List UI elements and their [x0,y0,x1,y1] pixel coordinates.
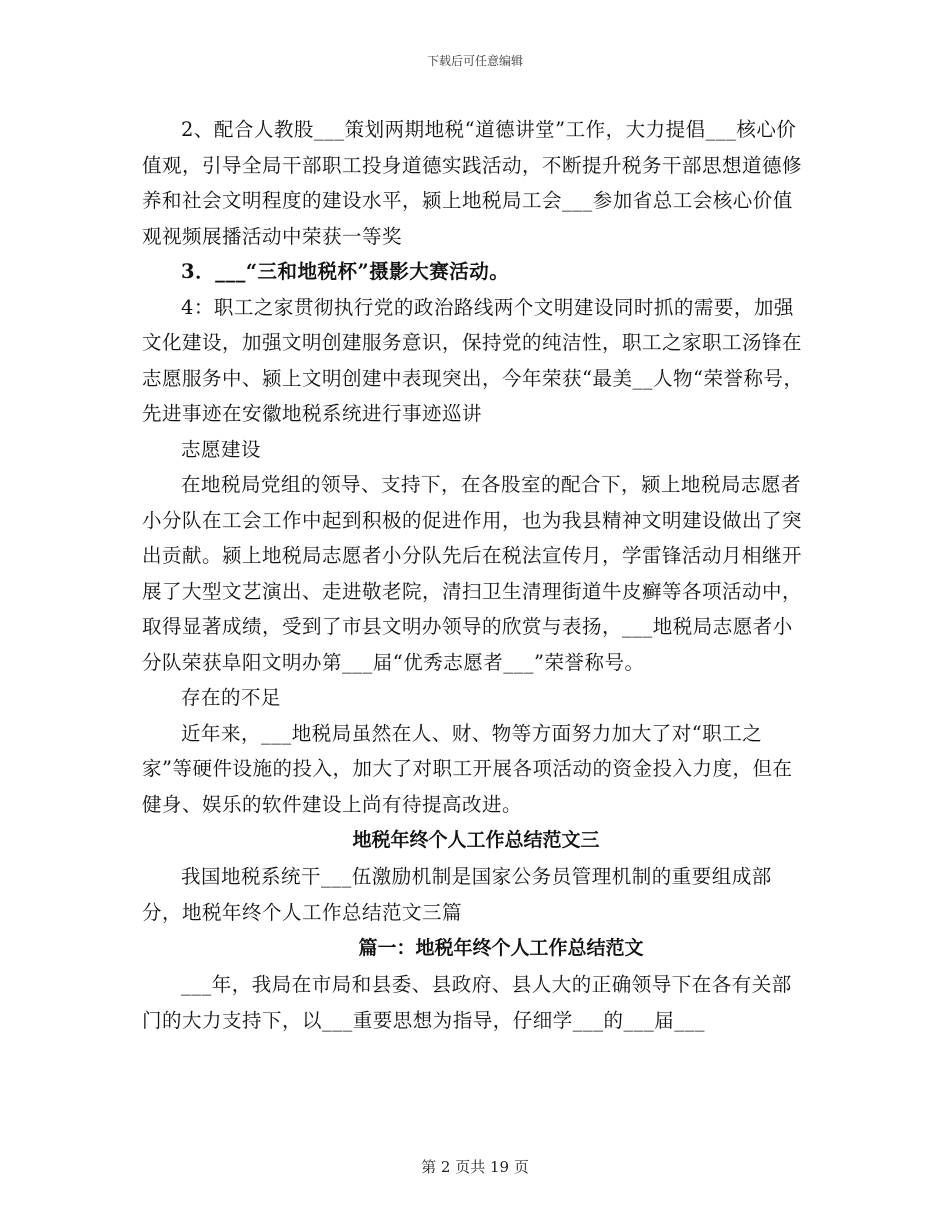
paragraph-shortcomings: 近年来，___地税局虽然在人、财、物等方面努力加大了对“职工之家”等硬件设施的投入，加大了对职工开展各项活动的资金投入力度，但在健身、娱乐的软件建设上尚有待提高改进。 [142,721,793,816]
paragraph-moral-lecture: 2、配合人教股___策划两期地税“道德讲堂”工作，大力提倡___核心价值观，引导全局干部职工投身道德实践活动，不断提升税务干部思想道德修养和社会文明程度的建设水平，颍上地税局工会___参加省总工会核心价值观视频展播活动中荣获一等奖 [142,118,803,248]
paragraph-staff-home: 4：职工之家贯彻执行党的政治路线两个文明建设同时抓的需要，加强文化建设，加强文明创建服务意识，保持党的纯洁性，职工之家职工汤锋在志愿服务中、颍上文明创建中表现突出，今年荣获“最美__人物“荣誉称号，先进事迹在安徽地税系统进行事迹巡讲 [142,295,804,425]
paragraph-photo-contest: 3．___“三和地税杯”摄影大赛活动。 [181,260,510,283]
paragraph-incentive: 我国地税系统干___伍激励机制是国家公务员管理机制的重要组成部分，地税年终个人工作总结范文三篇 [142,865,772,924]
heading-summary-three: 地税年终个人工作总结范文三 [352,829,600,851]
section-title-volunteer: 志愿建设 [181,437,262,461]
document-body [142,112,810,1038]
page-header: 下载后可任意编辑 [426,54,523,68]
heading-part-one: 篇一：地税年终个人工作总结范文 [358,937,644,959]
page-footer: 第 2 页共 19 页 [421,1158,529,1176]
section-title-shortcomings: 存在的不足 [181,686,282,709]
paragraph-annual-review: ___年，我局在市局和县委、县政府、县人大的正确领导下在各有关部门的大力支持下，以___重要思想为指导，仔细学___的___届___ [142,973,792,1032]
paragraph-volunteer-team: 在地税局党组的领导、支持下，在各股室的配合下，颍上地税局志愿者小分队在工会工作中起到积极的促进作用，也为我县精神文明建设做出了突出贡献。颍上地税局志愿者小分队先后在税法宣传月，学雷锋活动月相继开展了大型文艺演出、走进敬老院，清扫卫生清理街道牛皮癣等各项活动中，取得显著成绩，受到了市县文明办领导的欣赏与表扬，___地税局志愿者小分队荣获阜阳文明办第___届“优秀志愿者___”荣誉称号。 [142,473,803,674]
